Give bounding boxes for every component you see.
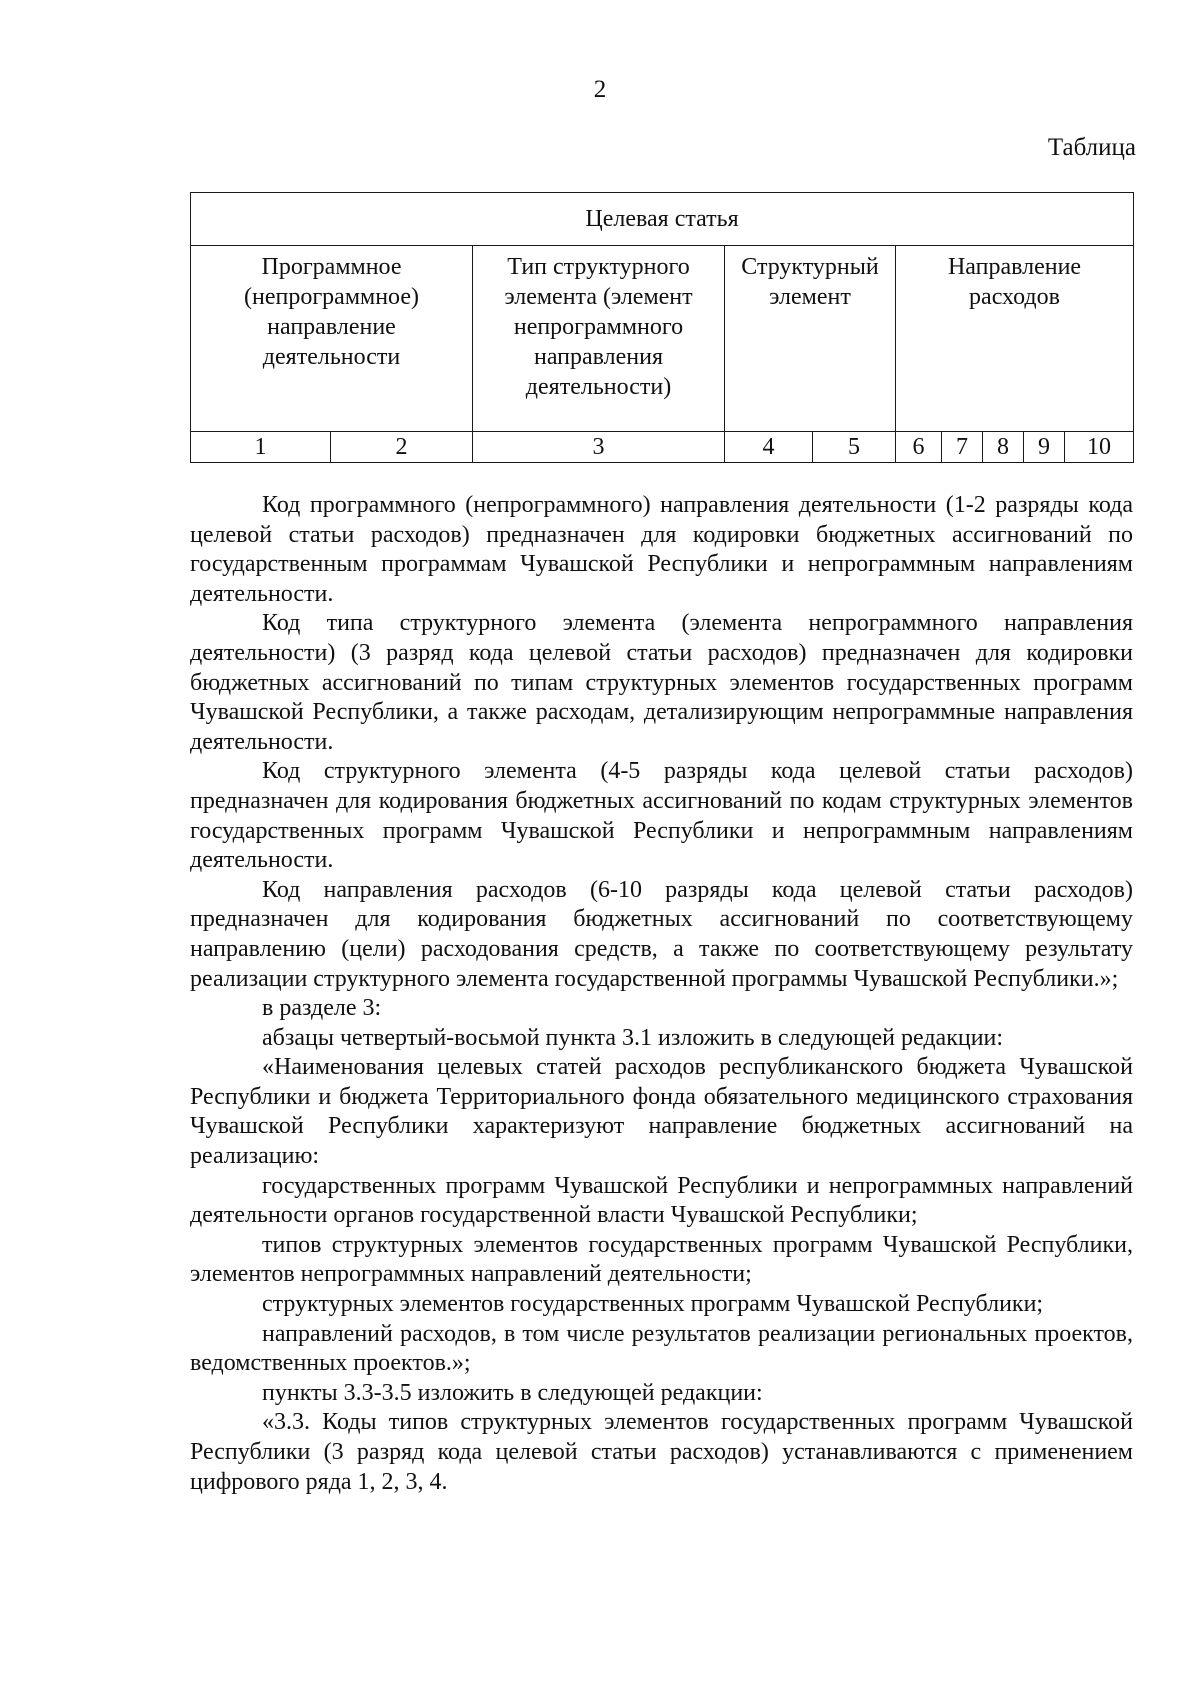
paragraph: Код типа структурного элемента (элемента непрограммного направления деятельности) (3 разряд кода целевой статьи расходов) предназначен для кодировки бюджетных ассигнований по типам структурных элементов государственных программ Чувашской Республики, а также расходам, детализирующим непрограммные направления деятельности. [190, 610, 1133, 755]
column-header-structural-element-type: Тип структурного элемента (элемент непрограммного направления деятельности) [473, 246, 725, 432]
column-header-program-direction: Программное (непрограммное) направление деятельности [191, 246, 473, 432]
table-title-cell: Целевая статья [191, 193, 1134, 246]
digit-cell: 7 [942, 432, 983, 463]
paragraph: «3.3. Коды типов структурных элементов государственных программ Чувашской Республики (3 разряд кода целевой статьи расходов) устанавливаются с применением цифрового ряда 1, 2, 3, 4. [190, 1409, 1133, 1495]
digit-cell: 8 [983, 432, 1024, 463]
digit-cell: 2 [331, 432, 473, 463]
paragraph: Код структурного элемента (4-5 разряды кода целевой статьи расходов) предназначен для кодирования бюджетных ассигнований по кодам структурных элементов государственных программ Чувашской Республики и непрограммным направлениям деятельности. [190, 758, 1133, 874]
paragraph: направлений расходов, в том числе результатов реализации региональных проектов, ведомственных проектов.»; [190, 1320, 1133, 1377]
column-header-structural-element: Структурный элемент [725, 246, 896, 432]
digit-cell: 3 [473, 432, 725, 463]
paragraph: структурных элементов государственных программ Чувашской Республики; [262, 1291, 1044, 1318]
paragraph: «Наименования целевых статей расходов республиканского бюджета Чувашской Республики и бюджета Территориального фонда обязательного медицинского страхования Чувашской Республики характеризуют направление бюджетных ассигнований на реализацию: [190, 1054, 1133, 1170]
table-caption: Таблица [1047, 134, 1136, 161]
digit-cell: 6 [896, 432, 942, 463]
digit-cell: 9 [1024, 432, 1065, 463]
column-header-expense-direction: Направление расходов [896, 246, 1134, 432]
digit-cell: 10 [1065, 432, 1134, 463]
paragraph: государственных программ Чувашской Республики и непрограммных направлений деятельности органов государственной власти Чувашской Республики; [190, 1172, 1133, 1229]
paragraph: в разделе 3: [262, 995, 382, 1022]
body-text [190, 491, 1133, 1497]
paragraph: типов структурных элементов государственных программ Чувашской Республики, элементов непрограммных направлений деятельности; [190, 1231, 1133, 1288]
paragraph: абзацы четвертый-восьмой пункта 3.1 изложить в следующей редакции: [262, 1024, 1004, 1051]
target-article-code-table [190, 192, 1134, 463]
paragraph: Код программного (непрограммного) направления деятельности (1-2 разряды кода целевой статьи расходов) предназначен для кодировки бюджетных ассигнований по государственным программам Чувашской Республики и непрограммным направлениям деятельности. [190, 492, 1133, 607]
digit-cell: 5 [813, 432, 896, 463]
page-number: 2 [593, 76, 607, 103]
digit-cell: 1 [191, 432, 331, 463]
paragraph: пункты 3.3-3.5 изложить в следующей редакции: [262, 1379, 763, 1406]
digit-cell: 4 [725, 432, 813, 463]
paragraph: Код направления расходов (6-10 разряды кода целевой статьи расходов) предназначен для кодирования бюджетных ассигнований по соответствующему направлению (цели) расходования средств, а также по соответствующему результату реализации структурного элемента государственной программы Чувашской Республики.»; [190, 876, 1133, 992]
